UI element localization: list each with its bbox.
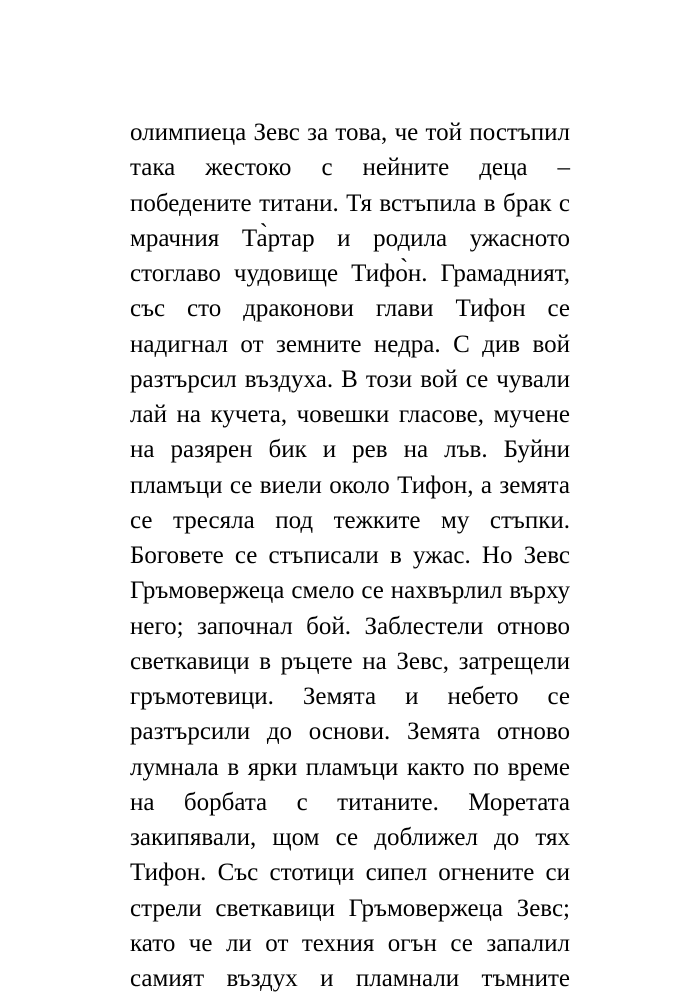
text-line-12: се тресяла под тежките му стъпки.: [130, 506, 570, 534]
text-line-7: надигнал от земните недра. С див вой: [130, 330, 570, 358]
text-line-5: стоглаво чудовище Тифо̀н. Грамадният,: [130, 260, 570, 287]
text-line-17: гръмотевици. Земята и небето се: [130, 683, 570, 710]
text-line-18: разтърсили до основи. Земята отново: [130, 718, 570, 746]
text-line-6: със сто драконови глави Тифон се: [130, 295, 570, 323]
text-line-1: олимпиеца Зевс за това, че той постъпил: [130, 119, 570, 146]
text-line-10: на разярен бик и рев на лъв. Буйни: [130, 436, 570, 464]
body-text: [130, 115, 570, 996]
text-line-19: лумнала в ярки пламъци както по време: [130, 753, 570, 781]
text-line-2: така жестоко с нейните деца –: [130, 154, 570, 182]
text-line-13: Боговете се стъписали в ужас. Но Зевс: [130, 542, 570, 569]
text-line-8: разтърсил въздуха. В този вой се чували: [130, 365, 570, 393]
text-line-9: лай на кучета, човешки гласове, мучене: [130, 401, 570, 428]
text-line-16: светкавици в ръцете на Зевс, затрещели: [130, 647, 570, 675]
text-line-21: закипявали, щом се доближел до тях: [130, 824, 570, 851]
text-line-25: самият въздух и пламнали тъмните: [130, 965, 570, 992]
text-line-3: победените титани. Тя встъпила в брак с: [130, 189, 570, 217]
text-line-22: Тифон. Със стотици сипел огнените си: [130, 859, 570, 887]
text-line-14: Гръмовержеца смело се нахвърлил върху: [130, 577, 570, 605]
text-line-24: като че ли от техния огън се запалил: [130, 929, 570, 957]
text-line-11: пламъци се виели около Тифон, а земята: [130, 471, 570, 499]
text-line-4: мрачния Та̀ртар и родила ужасното: [130, 224, 570, 252]
text-line-23: стрели светкавици Гръмовержеца Зевс;: [130, 894, 570, 922]
text-line-15: него; започнал бой. Заблестели отново: [130, 612, 570, 640]
text-line-20: на борбата с титаните. Моретата: [130, 788, 570, 816]
